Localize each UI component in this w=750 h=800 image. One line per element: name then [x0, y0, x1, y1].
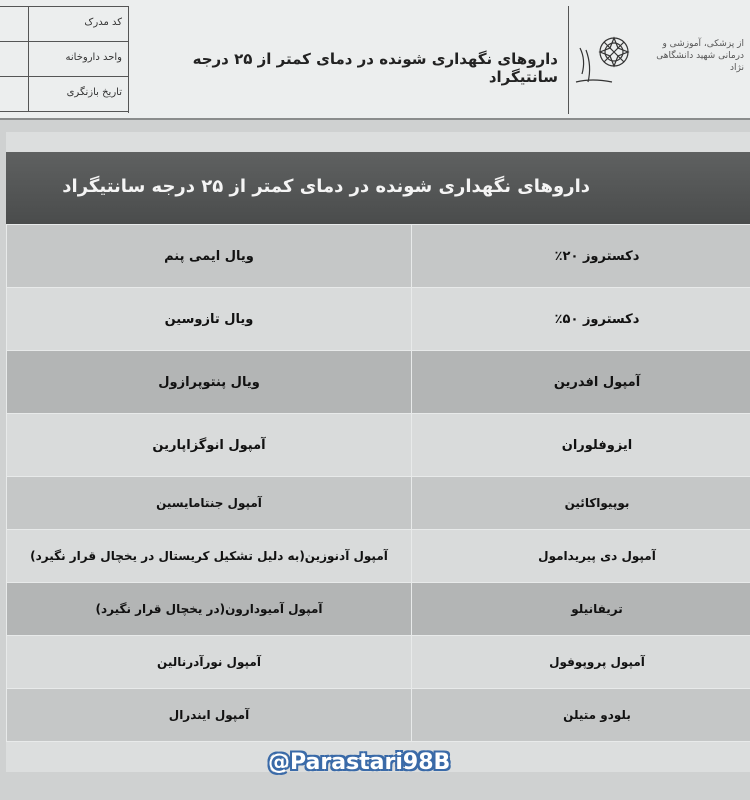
- table-row: [7, 288, 750, 351]
- meta-label: واحد داروخانه: [65, 52, 122, 63]
- meta-row: [0, 77, 128, 112]
- drug-cell: تریفانیلو: [412, 583, 750, 636]
- meta-label: تاریخ بازنگری: [66, 87, 122, 98]
- drug-cell: آمپول افدرین: [412, 351, 750, 414]
- drug-cell: آمپول انوگزاپارین: [7, 414, 412, 477]
- table-row: [7, 477, 750, 530]
- drug-cell: ایزوفلوران: [412, 414, 750, 477]
- university-logo: [572, 30, 638, 96]
- table-row: [7, 530, 750, 583]
- drug-cell: بلودو متیلن: [412, 689, 750, 742]
- meta-label: کد مدرک: [84, 17, 122, 28]
- drug-cell: آمپول پروپوفول: [412, 636, 750, 689]
- header-title: داروهای نگهداری شونده در دمای کمتر از ۲۵ درجه سانتیگراد: [192, 50, 558, 86]
- drug-cell: ویال ایمی پنم: [7, 225, 412, 288]
- document-meta-table: [0, 6, 129, 113]
- table-row: [7, 583, 750, 636]
- meta-row: [0, 42, 128, 77]
- meta-row: [0, 7, 128, 42]
- title-bar: [6, 152, 750, 224]
- table-row: [7, 351, 750, 414]
- main-sheet: [0, 120, 750, 800]
- drug-cell: دکستروز ۲۰٪: [412, 225, 750, 288]
- drug-cell: آمپول آمیودارون(در یخچال قرار نگیرد): [7, 583, 412, 636]
- drug-cell: ویال پنتوپرازول: [7, 351, 412, 414]
- drug-cell: بوپیواکائین: [412, 477, 750, 530]
- table-row: [7, 225, 750, 288]
- header-sheet: [0, 0, 750, 120]
- channel-watermark: @Parastari98B: [268, 750, 451, 775]
- inner-board: [6, 132, 750, 772]
- drug-table: [6, 224, 750, 742]
- drug-cell: آمپول ایندرال: [7, 689, 412, 742]
- drug-cell: آمپول نورآدرنالین: [7, 636, 412, 689]
- header-organization: از پزشکی، آموزشی و درمانی شهید دانشگاهی نژاد: [656, 39, 744, 73]
- drug-cell: دکستروز ۵۰٪: [412, 288, 750, 351]
- table-row: [7, 636, 750, 689]
- drug-cell: ویال تازوسین: [7, 288, 412, 351]
- table-row: [7, 414, 750, 477]
- header-title-box: [128, 6, 569, 114]
- drug-cell: آمپول جنتامایسین: [7, 477, 412, 530]
- table-title: داروهای نگهداری شونده در دمای کمتر از ۲۵ درجه سانتیگراد: [62, 176, 590, 197]
- table-row: [7, 689, 750, 742]
- drug-cell: آمپول دی پیریدامول: [412, 530, 750, 583]
- drug-cell: آمپول آدنوزین(به دلیل تشکیل کریستال در یخچال قرار نگیرد): [7, 530, 412, 583]
